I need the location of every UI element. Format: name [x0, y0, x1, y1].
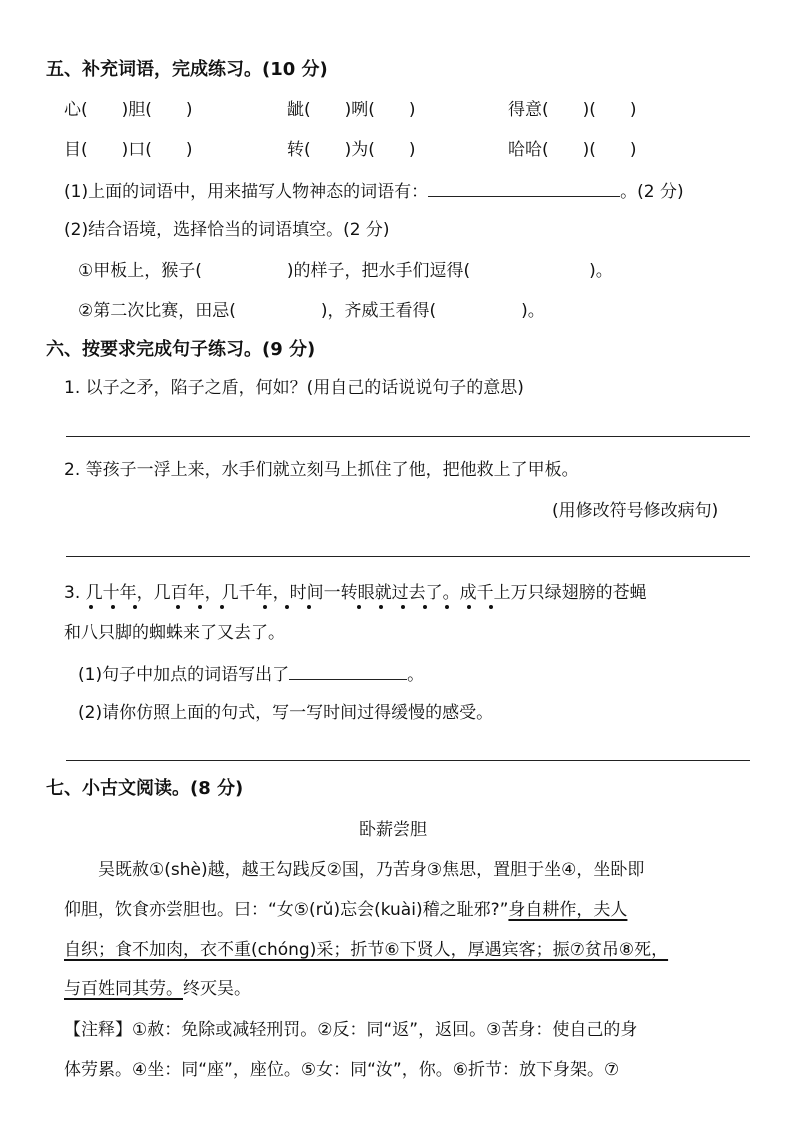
emphasis-dot	[176, 605, 180, 609]
word-blank-1: 心( )胆( )	[64, 100, 193, 120]
s5-q1-prefix: (1)上面的词语中，用来描写人物神态的词语有：	[64, 182, 429, 202]
word-blank-2: 龇( )咧( )	[287, 100, 416, 120]
passage-line-4	[64, 977, 251, 1001]
word-blank-4: 目( )口( )	[64, 140, 193, 160]
section-5-title: 五、补充词语，完成练习。(10 分)	[46, 59, 328, 80]
word-blank-3: 得意( )( )	[508, 100, 637, 120]
s5-q2: (2)结合语境，选择恰当的词语填空。(2 分)	[64, 220, 390, 240]
s6-q3-sub2: (2)请你仿照上面的句式，写一写时间过得缓慢的感受。	[78, 703, 494, 723]
s6-q2-answer-line[interactable]	[66, 556, 750, 557]
passage-line-1: 吴既赦①(shè)越，越王勾践反②国，乃苦身③焦思，置胆于坐④，坐卧即	[98, 860, 645, 880]
s5-q2-b: ②第二次比赛，田忌( )，齐威王看得( )。	[78, 301, 545, 321]
emphasis-dot	[445, 605, 449, 609]
section-7-title: 七、小古文阅读。(8 分)	[46, 778, 244, 799]
s6-q2: 2. 等孩子一浮上来，水手们就立刻马上抓住了他，把他救上了甲板。	[64, 460, 579, 480]
emphasis-dot	[307, 605, 311, 609]
passage-title: 卧薪尝胆	[359, 820, 427, 840]
passage-line-2-underlined: 身自耕作，夫人	[508, 900, 628, 920]
notes-line-1: 【注释】①赦：免除或减轻刑罚。②反：同“返”，返回。③苦身：使自己的身	[64, 1020, 638, 1040]
notes-line-2: 体劳累。④坐：同“座”，座位。⑤女：同“汝”，你。⑥折节：放下身架。⑦	[64, 1060, 620, 1080]
emphasis-dot	[198, 605, 202, 609]
s6-q1: 1. 以子之矛，陷子之盾，何如？(用自己的话说说句子的意思)	[64, 378, 524, 398]
s5-q1-suffix: 。(2 分)	[620, 182, 684, 202]
s5-q1	[64, 178, 684, 204]
s6-q2-note: (用修改符号修改病句)	[552, 501, 719, 521]
passage-line-4-b: 终灭吴。	[183, 979, 251, 999]
emphasis-dot	[401, 605, 405, 609]
s6-q3-sub1-suffix: 。	[407, 665, 425, 685]
emphasis-dot	[357, 605, 361, 609]
emphasis-dot	[379, 605, 383, 609]
s6-q3-answer-line[interactable]	[66, 760, 750, 761]
emphasis-dot	[489, 605, 493, 609]
section-6-title: 六、按要求完成句子练习。(9 分)	[46, 339, 316, 360]
passage-line-2-a: 仰胆，饮食亦尝胆也。曰：“女⑤(rǔ)忘会(kuài)稽之耻邪?”	[64, 900, 509, 920]
emphasis-dot	[263, 605, 267, 609]
s6-q1-answer-line[interactable]	[66, 436, 750, 437]
word-blank-6: 哈哈( )( )	[508, 140, 637, 160]
word-blank-5: 转( )为( )	[287, 140, 416, 160]
s5-q2-a: ①甲板上，猴子( )的样子，把水手们逗得( )。	[78, 261, 613, 281]
s5-q1-answer-blank[interactable]	[428, 178, 620, 197]
s6-q3-sub1-blank[interactable]	[289, 661, 407, 680]
emphasis-dot	[111, 605, 115, 609]
passage-line-3: 自织；食不加肉，衣不重(chóng)采；折节⑥下贤人，厚遇宾客；振⑦贫吊⑧死，	[64, 940, 669, 960]
s6-q3-line2: 和八只脚的蜘蛛来了又去了。	[64, 623, 285, 643]
s6-q3-sub1-prefix: (1)句子中加点的词语写出了	[78, 665, 290, 685]
emphasis-dot	[220, 605, 224, 609]
emphasis-dot	[133, 605, 137, 609]
emphasis-dot	[89, 605, 93, 609]
passage-line-4-underlined: 与百姓同其劳。	[64, 979, 183, 999]
emphasis-dot	[467, 605, 471, 609]
emphasis-dot	[285, 605, 289, 609]
s6-q3-sub1	[78, 661, 424, 687]
s6-q3-line1: 3. 几十年，几百年，几千年，时间一转眼就过去了。成千上万只绿翅膀的苍蝇	[64, 583, 647, 603]
passage-line-2	[64, 898, 627, 922]
emphasis-dot	[423, 605, 427, 609]
